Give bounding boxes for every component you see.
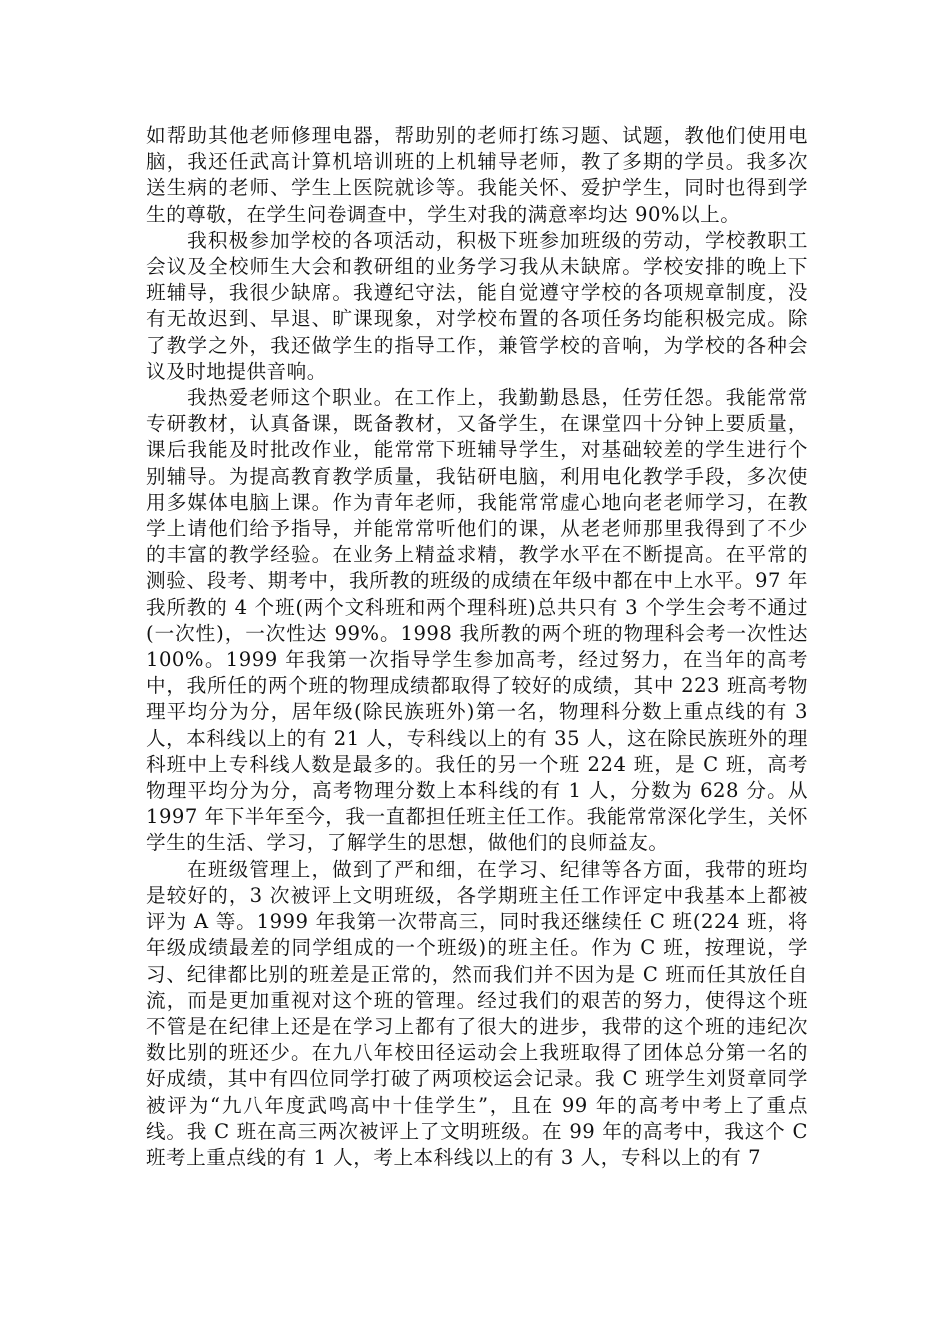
paragraph-3: 我热爱老师这个职业。在工作上，我勤勤恳恳，任劳任怨。我能常常专研教材，认真备课，既备教材，又备学生，在课堂四十分钟上要质量，课后我能及时批改作业，能常常下班辅导学生，对基础较差的学生进行个别辅导。为提高教育教学质量，我钻研电脑，利用电化教学手段，多次使用多媒体电脑上课。作为青年老师，我能常常虚心地向老老师学习，在教学上请他们给予指导，并能常常听他们的课，从老老师那里我得到了不少的丰富的教学经验。在业务上精益求精，教学水平在不断提高。在平常的测验、段考、期考中，我所教的班级的成绩在年级中都在中上水平。97 年我所教的 4 个班(两个文科班和两个理科班)总共只有 3 个学生会考不通过(一次性)，一次性达 99%。1998 我所教的两个班的物理科会考一次性达 100%。1999 年我第一次指导学生参加高考，经过努力，在当年的高考中，我所任的两个班的物理成绩都取得了较好的成绩，其中 223 班高考物理平均分为分，居年级(除民族班外)第一名，物理科分数上重点线的有 3 人，本科线以上的有 21 人，专科线以上的有 35 人，这在除民族班外的理科班中上专科线人数是最多的。我任的另一个班 224 班，是 C 班，高考物理平均分为分，高考物理分数上本科线的有 1 人，分数为 628 分。从 1997 年下半年至今，我一直都担任班主任工作。我能常常深化学生，关怀学生的生活、学习，了解学生的思想，做他们的良师益友。 (146, 386, 808, 855)
paragraph-1: 如帮助其他老师修理电器，帮助别的老师打练习题、试题，教他们使用电脑，我还任武高计算机培训班的上机辅导老师，教了多期的学员。我多次送生病的老师、学生上医院就诊等。我能关怀、爱护学生，同时也得到学生的尊敬，在学生问卷调查中，学生对我的满意率均达 90%以上。 (146, 124, 808, 226)
paragraph-2: 我积极参加学校的各项活动，积极下班参加班级的劳动，学校教职工会议及全校师生大会和教研组的业务学习我从未缺席。学校安排的晚上下班辅导，我很少缺席。我遵纪守法，能自觉遵守学校的各项规章制度，没有无故迟到、早退、旷课现象，对学校布置的各项任务均能积极完成。除了教学之外，我还做学生的指导工作，兼管学校的音响，为学校的各种会议及时地提供音响。 (146, 228, 808, 383)
paragraph-4: 在班级管理上，做到了严和细，在学习、纪律等各方面，我带的班均是较好的，3 次被评上文明班级，各学期班主任工作评定中我基本上都被评为 A 等。1999 年我第一次带高三，同时我还继续任 C 班(224 班，将年级成绩最差的同学组成的一个班级)的班主任。作为 C 班，按理说，学习、纪律都比别的班差是正常的，然而我们并不因为是 C 班而任其放任自流，而是更加重视对这个班的管理。经过我们的艰苦的努力，使得这个班不管是在纪律上还是在学习上都有了很大的进步，我带的这个班的违纪次数比别的班还少。在九八年校田径运动会上我班取得了团体总分第一名的好成绩，其中有四位同学打破了两项校运会记录。我 C 班学生刘贤章同学被评为“九八年度武鸣高中十佳学生”，且在 99 年的高考中考上了重点线。我 C 班在高三两次被评上了文明班级。在 99 年的高考中，我这个 C 班考上重点线的有 1 人，考上本科线以上的有 3 人，专科以上的有 7 (146, 857, 808, 1169)
document-page (146, 123, 808, 1171)
